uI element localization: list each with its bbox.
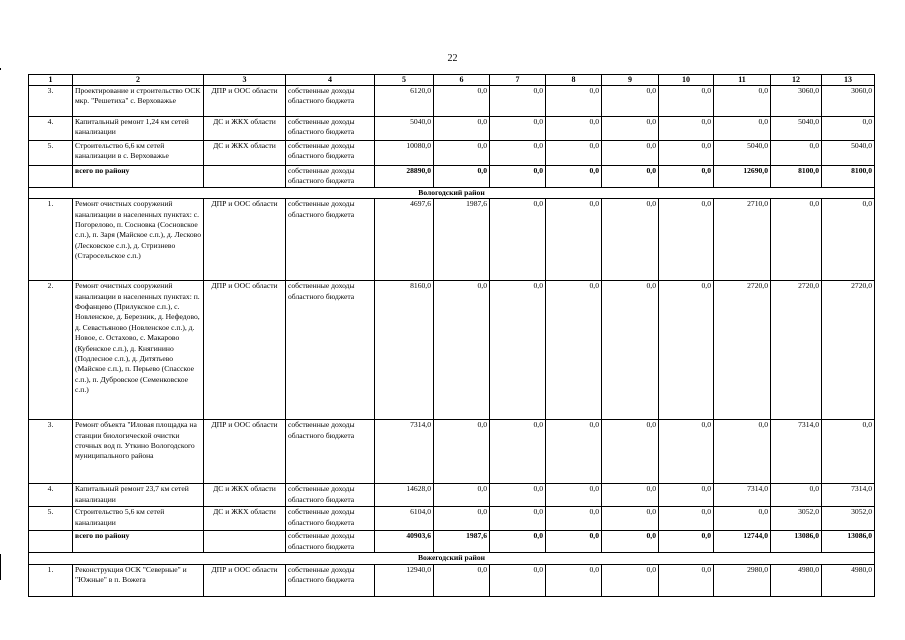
amount-cell: 0,0 — [490, 484, 546, 507]
row-number — [29, 531, 73, 553]
amount-cell: 0,0 — [434, 166, 490, 188]
measure-name: Капитальный ремонт 1,24 км сетей канализации — [73, 117, 204, 141]
amount-cell: 2720,0 — [714, 281, 771, 420]
amount-cell: 0,0 — [602, 281, 659, 420]
amount-cell: 0,0 — [714, 117, 771, 141]
amount-cell: 0,0 — [434, 117, 490, 141]
amount-cell: 7314,0 — [714, 484, 771, 507]
funding-source: собственные доходы областного бюджета — [286, 199, 375, 281]
amount-cell: 14628,0 — [375, 484, 434, 507]
amount-cell: 0,0 — [546, 141, 602, 166]
row-number: 5. — [29, 507, 73, 531]
amount-cell: 3052,0 — [822, 507, 875, 531]
measure-name: Реконструкция ОСК "Северные" и "Южные" в п. Вожега — [73, 564, 204, 596]
amount-cell: 0,0 — [659, 484, 714, 507]
executor: ДПР и ООС области — [204, 199, 286, 281]
table-row — [29, 420, 875, 484]
amount-cell: 40903,6 — [375, 531, 434, 553]
amount-cell: 0,0 — [490, 564, 546, 596]
edge-mark — [0, 68, 1, 70]
row-number: 2. — [29, 281, 73, 420]
amount-cell: 0,0 — [822, 420, 875, 484]
row-number: 3. — [29, 86, 73, 117]
amount-cell: 0,0 — [434, 484, 490, 507]
amount-cell: 0,0 — [602, 531, 659, 553]
funding-source: собственные доходы областного бюджета — [286, 507, 375, 531]
table-row — [29, 564, 875, 596]
amount-cell: 0,0 — [490, 531, 546, 553]
table-row — [29, 199, 875, 281]
funding-source: собственные доходы областного бюджета — [286, 86, 375, 117]
executor: ДПР и ООС области — [204, 86, 286, 117]
district-title: Вожегодский район — [29, 553, 875, 564]
amount-cell: 12940,0 — [375, 564, 434, 596]
amount-cell: 4980,0 — [822, 564, 875, 596]
amount-cell: 2720,0 — [822, 281, 875, 420]
funding-source: собственные доходы областного бюджета — [286, 420, 375, 484]
executor: ДС и ЖКХ области — [204, 117, 286, 141]
amount-cell: 0,0 — [602, 564, 659, 596]
amount-cell: 13086,0 — [822, 531, 875, 553]
amount-cell: 7314,0 — [375, 420, 434, 484]
amount-cell: 0,0 — [546, 484, 602, 507]
row-number: 4. — [29, 117, 73, 141]
amount-cell: 0,0 — [659, 281, 714, 420]
amount-cell: 0,0 — [602, 117, 659, 141]
column-header: 1 — [29, 75, 73, 86]
row-number: 1. — [29, 199, 73, 281]
table-row — [29, 281, 875, 420]
measure-name: Строительство 5,6 км сетей канализации — [73, 507, 204, 531]
table-body — [29, 86, 875, 597]
amount-cell: 0,0 — [546, 564, 602, 596]
measure-name: Ремонт очистных сооружений канализации в населенных пунктах: п. Фофанцево (Прилукское с.п.), с. Новленское, д. Березник, д. Нефедово, д. Севастьяново (Новленское с.п.), д. Новое, с. Остахово, с. Макарово (Кубенское с.п.), д. Княгинино (Подлесное с.п.), д. Дитятьево (Майское с.п.), п. Перьево (Спасское с.п.), п. Дубровское (Семенковское с.п.) — [73, 281, 204, 420]
column-header: 2 — [73, 75, 204, 86]
amount-cell: 0,0 — [714, 420, 771, 484]
amount-cell: 0,0 — [602, 86, 659, 117]
district-section-row — [29, 187, 875, 198]
funding-source: собственные доходы областного бюджета — [286, 281, 375, 420]
column-header: 13 — [822, 75, 875, 86]
funding-source: собственные доходы областного бюджета — [286, 531, 375, 553]
row-number: 1. — [29, 564, 73, 596]
amount-cell: 0,0 — [490, 141, 546, 166]
amount-cell: 0,0 — [546, 166, 602, 188]
funding-source: собственные доходы областного бюджета — [286, 166, 375, 188]
amount-cell: 0,0 — [434, 141, 490, 166]
table-row — [29, 141, 875, 166]
measure-name: Ремонт очистных сооружений канализации в населенных пунктах: с. Погорелово, п. Сосновка (Сосновское с.п.), п. Заря (Майское с.п.), д. Лесково (Лесковское с.п.), д. Стризнево (Старосельское с.п.) — [73, 199, 204, 281]
amount-cell: 0,0 — [434, 420, 490, 484]
amount-cell: 0,0 — [602, 420, 659, 484]
amount-cell: 0,0 — [434, 86, 490, 117]
table-row — [29, 117, 875, 141]
amount-cell: 4697,6 — [375, 199, 434, 281]
amount-cell: 0,0 — [546, 281, 602, 420]
amount-cell: 0,0 — [771, 141, 822, 166]
amount-cell: 5040,0 — [714, 141, 771, 166]
executor: ДПР и ООС области — [204, 281, 286, 420]
amount-cell: 0,0 — [714, 86, 771, 117]
amount-cell: 3052,0 — [771, 507, 822, 531]
district-total-row — [29, 166, 875, 188]
amount-cell: 12690,0 — [714, 166, 771, 188]
amount-cell: 0,0 — [546, 420, 602, 484]
funding-source: собственные доходы областного бюджета — [286, 117, 375, 141]
amount-cell: 0,0 — [602, 141, 659, 166]
amount-cell: 0,0 — [490, 166, 546, 188]
amount-cell: 0,0 — [602, 484, 659, 507]
funding-source: собственные доходы областного бюджета — [286, 564, 375, 596]
amount-cell: 3060,0 — [822, 86, 875, 117]
amount-cell: 5040,0 — [375, 117, 434, 141]
executor — [204, 531, 286, 553]
amount-cell: 2720,0 — [771, 281, 822, 420]
amount-cell: 6120,0 — [375, 86, 434, 117]
row-number: 5. — [29, 141, 73, 166]
measure-name: Ремонт объекта "Иловая площадка на станции биологической очистки сточных вод п. Уткино Вологодского муниципального района — [73, 420, 204, 484]
column-header: 6 — [434, 75, 490, 86]
amount-cell: 8100,0 — [771, 166, 822, 188]
amount-cell: 0,0 — [659, 507, 714, 531]
amount-cell: 2980,0 — [714, 564, 771, 596]
executor: ДС и ЖКХ области — [204, 141, 286, 166]
amount-cell: 5040,0 — [771, 117, 822, 141]
executor: ДПР и ООС области — [204, 564, 286, 596]
amount-cell: 0,0 — [434, 281, 490, 420]
amount-cell: 0,0 — [490, 117, 546, 141]
amount-cell: 0,0 — [822, 117, 875, 141]
amount-cell: 0,0 — [771, 199, 822, 281]
amount-cell: 6104,0 — [375, 507, 434, 531]
column-header: 7 — [490, 75, 546, 86]
table-row — [29, 484, 875, 507]
funding-source: собственные доходы областного бюджета — [286, 141, 375, 166]
amount-cell: 0,0 — [490, 420, 546, 484]
measure-name: Проектирование и строительство ОСК мкр. "Решетиха" с. Верховажье — [73, 86, 204, 117]
column-header: 4 — [286, 75, 375, 86]
amount-cell: 0,0 — [546, 86, 602, 117]
page-number: 22 — [447, 53, 458, 64]
edge-mark — [0, 554, 1, 580]
amount-cell: 0,0 — [546, 507, 602, 531]
amount-cell: 7314,0 — [771, 420, 822, 484]
funding-source: собственные доходы областного бюджета — [286, 484, 375, 507]
amount-cell: 0,0 — [602, 199, 659, 281]
executor: ДС и ЖКХ области — [204, 507, 286, 531]
column-header: 8 — [546, 75, 602, 86]
amount-cell: 0,0 — [602, 507, 659, 531]
table-row — [29, 507, 875, 531]
amount-cell: 0,0 — [659, 117, 714, 141]
amount-cell: 1987,6 — [434, 199, 490, 281]
district-section-row — [29, 553, 875, 564]
amount-cell: 0,0 — [434, 564, 490, 596]
table-row — [29, 86, 875, 117]
column-header: 12 — [771, 75, 822, 86]
amount-cell: 0,0 — [546, 531, 602, 553]
amount-cell: 0,0 — [659, 166, 714, 188]
measure-name: всего по району — [73, 531, 204, 553]
measure-name: всего по району — [73, 166, 204, 188]
row-number — [29, 166, 73, 188]
amount-cell: 10080,0 — [375, 141, 434, 166]
executor — [204, 166, 286, 188]
district-title: Вологодский район — [29, 187, 875, 198]
amount-cell: 8100,0 — [822, 166, 875, 188]
column-header: 5 — [375, 75, 434, 86]
column-header: 11 — [714, 75, 771, 86]
amount-cell: 8160,0 — [375, 281, 434, 420]
amount-cell: 0,0 — [434, 507, 490, 531]
amount-cell: 7314,0 — [822, 484, 875, 507]
amount-cell: 0,0 — [659, 199, 714, 281]
amount-cell: 13086,0 — [771, 531, 822, 553]
executor: ДС и ЖКХ области — [204, 484, 286, 507]
amount-cell: 5040,0 — [822, 141, 875, 166]
measure-name: Строительство 6,6 км сетей канализации в с. Верховажье — [73, 141, 204, 166]
amount-cell: 0,0 — [490, 281, 546, 420]
amount-cell: 0,0 — [659, 564, 714, 596]
amount-cell: 1987,6 — [434, 531, 490, 553]
amount-cell: 0,0 — [659, 141, 714, 166]
row-number: 3. — [29, 420, 73, 484]
amount-cell: 3060,0 — [771, 86, 822, 117]
column-header: 9 — [602, 75, 659, 86]
amount-cell: 0,0 — [659, 420, 714, 484]
district-total-row — [29, 531, 875, 553]
amount-cell: 0,0 — [546, 117, 602, 141]
row-number: 4. — [29, 484, 73, 507]
column-header: 10 — [659, 75, 714, 86]
amount-cell: 12744,0 — [714, 531, 771, 553]
executor: ДПР и ООС области — [204, 420, 286, 484]
amount-cell: 28890,0 — [375, 166, 434, 188]
amount-cell: 0,0 — [490, 507, 546, 531]
amount-cell: 0,0 — [490, 199, 546, 281]
header-row — [29, 75, 875, 86]
amount-cell: 0,0 — [714, 507, 771, 531]
column-header: 3 — [204, 75, 286, 86]
amount-cell: 0,0 — [659, 86, 714, 117]
measure-name: Капитальный ремонт 23,7 км сетей канализации — [73, 484, 204, 507]
budget-table — [28, 74, 875, 597]
amount-cell: 4980,0 — [771, 564, 822, 596]
amount-cell: 0,0 — [490, 86, 546, 117]
amount-cell: 0,0 — [602, 166, 659, 188]
amount-cell: 0,0 — [771, 484, 822, 507]
amount-cell: 0,0 — [822, 199, 875, 281]
amount-cell: 0,0 — [546, 199, 602, 281]
amount-cell: 2710,0 — [714, 199, 771, 281]
amount-cell: 0,0 — [659, 531, 714, 553]
